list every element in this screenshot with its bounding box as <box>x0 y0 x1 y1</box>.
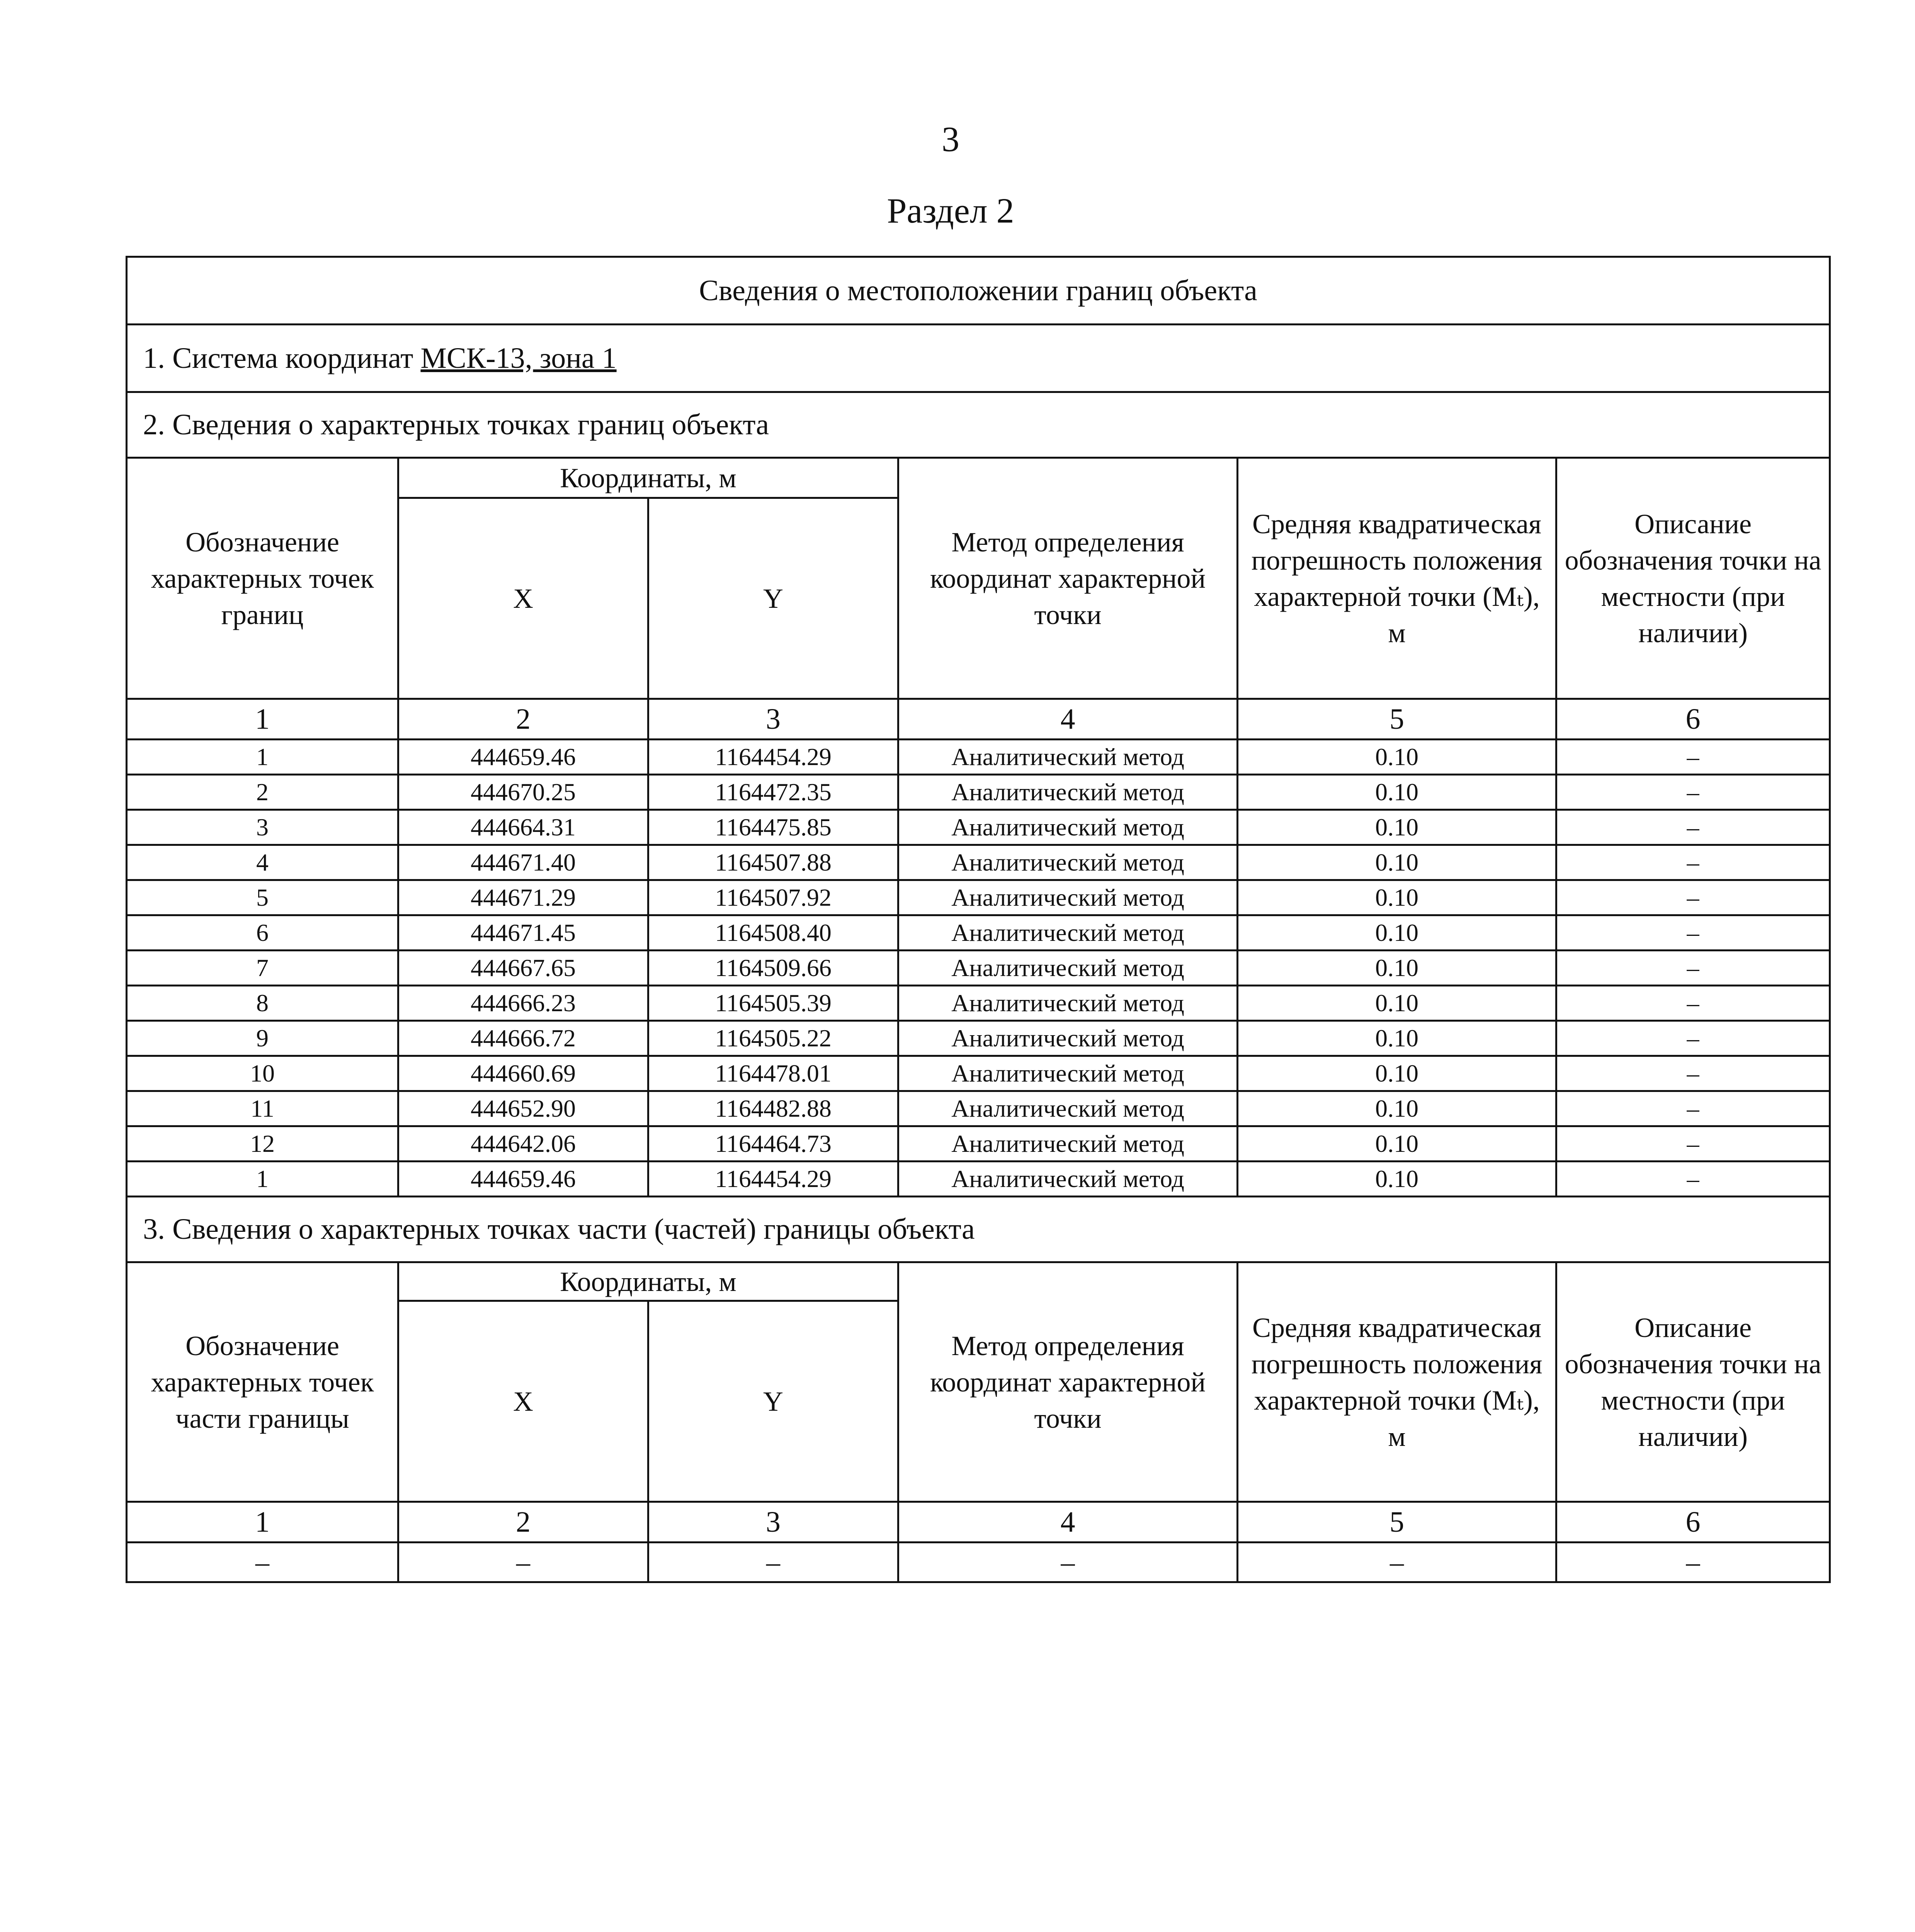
cell-method: Аналитический метод <box>898 810 1238 845</box>
cell-method: Аналитический метод <box>898 880 1238 915</box>
cell-method: Аналитический метод <box>898 951 1238 986</box>
cell-y: 1164507.92 <box>648 880 898 915</box>
col-number: 2 <box>398 1502 648 1543</box>
cell-method: Аналитический метод <box>898 915 1238 951</box>
section-title: Раздел 2 <box>887 191 1014 230</box>
boundary-info-table <box>126 256 1831 1583</box>
cell-error: 0.10 <box>1238 1126 1556 1162</box>
cell-x: 444660.69 <box>398 1056 648 1091</box>
cell-x: 444652.90 <box>398 1091 648 1126</box>
header3-error: Средняя квадратическая погрешность положения характерной точки (Mₜ), м <box>1238 1262 1556 1502</box>
cell-point: 11 <box>127 1091 398 1126</box>
cell-error: 0.10 <box>1238 951 1556 986</box>
header-point: Обозначение характерных точек границ <box>127 458 398 699</box>
header3-method: Метод определения координат характерной точки <box>898 1262 1238 1502</box>
cell-x: 444671.29 <box>398 880 648 915</box>
cell-error: 0.10 <box>1238 986 1556 1021</box>
cell-y: 1164505.39 <box>648 986 898 1021</box>
col-number: 4 <box>898 1502 1238 1543</box>
cell-desc: – <box>1556 1091 1830 1126</box>
cell-x: – <box>398 1543 648 1582</box>
cell-method: Аналитический метод <box>898 775 1238 810</box>
cell-method: Аналитический метод <box>898 1126 1238 1162</box>
cell-x: 444642.06 <box>398 1126 648 1162</box>
cell-y: 1164482.88 <box>648 1091 898 1126</box>
col-number: 6 <box>1556 1502 1830 1543</box>
header3-coords: Координаты, м <box>398 1262 898 1301</box>
cell-y: 1164505.22 <box>648 1021 898 1056</box>
header3-point: Обозначение характерных точек части границы <box>127 1262 398 1502</box>
col-number: 6 <box>1556 699 1830 740</box>
table-row <box>127 740 1830 775</box>
cell-error: 0.10 <box>1238 915 1556 951</box>
section2-title: 2. Сведения о характерных точках границ объекта <box>127 392 1830 458</box>
cell-y: 1164478.01 <box>648 1056 898 1091</box>
cell-y: 1164472.35 <box>648 775 898 810</box>
coordinate-system-label: 1. Система координат <box>143 342 413 374</box>
table-row <box>127 1126 1830 1162</box>
cell-point: 2 <box>127 775 398 810</box>
cell-point: 1 <box>127 1162 398 1197</box>
cell-y: 1164475.85 <box>648 810 898 845</box>
col-number: 3 <box>648 699 898 740</box>
cell-point: – <box>127 1543 398 1582</box>
cell-x: 444659.46 <box>398 1162 648 1197</box>
cell-method: Аналитический метод <box>898 740 1238 775</box>
coordinate-system-value: МСК-13, зона 1 <box>420 342 617 374</box>
cell-method: Аналитический метод <box>898 1021 1238 1056</box>
header-error: Средняя квадратическая погрешность положения характерной точки (Mₜ), м <box>1238 458 1556 699</box>
cell-error: 0.10 <box>1238 1091 1556 1126</box>
cell-y: 1164507.88 <box>648 845 898 880</box>
cell-error: – <box>1238 1543 1556 1582</box>
cell-error: 0.10 <box>1238 1162 1556 1197</box>
cell-desc: – <box>1556 1126 1830 1162</box>
table-title: Сведения о местоположении границ объекта <box>127 257 1830 325</box>
cell-point: 3 <box>127 810 398 845</box>
cell-y: 1164464.73 <box>648 1126 898 1162</box>
section3-title: 3. Сведения о характерных точках части (частей) границы объекта <box>127 1197 1830 1262</box>
cell-desc: – <box>1556 1162 1830 1197</box>
cell-desc: – <box>1556 810 1830 845</box>
cell-desc: – <box>1556 915 1830 951</box>
cell-method: Аналитический метод <box>898 1091 1238 1126</box>
table-row <box>127 951 1830 986</box>
table-row <box>127 1162 1830 1197</box>
table-row <box>127 1021 1830 1056</box>
header-y: Y <box>648 498 898 699</box>
table-row <box>127 775 1830 810</box>
cell-desc: – <box>1556 1021 1830 1056</box>
cell-method: Аналитический метод <box>898 1056 1238 1091</box>
cell-method: Аналитический метод <box>898 1162 1238 1197</box>
cell-desc: – <box>1556 986 1830 1021</box>
col-number: 2 <box>398 699 648 740</box>
col-number: 1 <box>127 699 398 740</box>
cell-point: 7 <box>127 951 398 986</box>
table-row <box>127 1091 1830 1126</box>
table-row <box>127 880 1830 915</box>
table-row <box>127 986 1830 1021</box>
cell-desc: – <box>1556 845 1830 880</box>
cell-x: 444666.23 <box>398 986 648 1021</box>
cell-point: 10 <box>127 1056 398 1091</box>
header-method: Метод определения координат характерной точки <box>898 458 1238 699</box>
cell-x: 444671.40 <box>398 845 648 880</box>
table-row <box>127 1056 1830 1091</box>
cell-error: 0.10 <box>1238 740 1556 775</box>
header-desc: Описание обозначения точки на местности (при наличии) <box>1556 458 1830 699</box>
cell-error: 0.10 <box>1238 1021 1556 1056</box>
cell-method: Аналитический метод <box>898 845 1238 880</box>
cell-desc: – <box>1556 1056 1830 1091</box>
cell-x: 444670.25 <box>398 775 648 810</box>
col-number: 4 <box>898 699 1238 740</box>
cell-desc: – <box>1556 740 1830 775</box>
header-coords: Координаты, м <box>398 458 898 498</box>
cell-point: 4 <box>127 845 398 880</box>
cell-desc: – <box>1556 1543 1830 1582</box>
cell-point: 8 <box>127 986 398 1021</box>
cell-error: 0.10 <box>1238 1056 1556 1091</box>
cell-point: 5 <box>127 880 398 915</box>
table-row <box>127 810 1830 845</box>
cell-y: 1164454.29 <box>648 740 898 775</box>
cell-x: 444659.46 <box>398 740 648 775</box>
column-number-row-3 <box>127 1502 1830 1543</box>
cell-y: 1164508.40 <box>648 915 898 951</box>
cell-x: 444664.31 <box>398 810 648 845</box>
cell-error: 0.10 <box>1238 775 1556 810</box>
cell-y: – <box>648 1543 898 1582</box>
page-number: 3 <box>942 119 959 159</box>
cell-point: 12 <box>127 1126 398 1162</box>
cell-error: 0.10 <box>1238 880 1556 915</box>
header3-x: X <box>398 1301 648 1502</box>
cell-x: 444671.45 <box>398 915 648 951</box>
cell-point: 6 <box>127 915 398 951</box>
col-number: 3 <box>648 1502 898 1543</box>
cell-y: 1164454.29 <box>648 1162 898 1197</box>
cell-desc: – <box>1556 951 1830 986</box>
col-number: 5 <box>1238 1502 1556 1543</box>
cell-x: 444667.65 <box>398 951 648 986</box>
table-row <box>127 915 1830 951</box>
cell-x: 444666.72 <box>398 1021 648 1056</box>
col-number: 1 <box>127 1502 398 1543</box>
cell-error: 0.10 <box>1238 845 1556 880</box>
table-row <box>127 1543 1830 1582</box>
cell-method: Аналитический метод <box>898 986 1238 1021</box>
table-row <box>127 845 1830 880</box>
header3-desc: Описание обозначения точки на местности (при наличии) <box>1556 1262 1830 1502</box>
cell-error: 0.10 <box>1238 810 1556 845</box>
cell-desc: – <box>1556 775 1830 810</box>
cell-desc: – <box>1556 880 1830 915</box>
cell-point: 9 <box>127 1021 398 1056</box>
cell-point: 1 <box>127 740 398 775</box>
col-number: 5 <box>1238 699 1556 740</box>
header3-y: Y <box>648 1301 898 1502</box>
cell-method: – <box>898 1543 1238 1582</box>
coordinate-system-row <box>127 325 1830 392</box>
header-x: X <box>398 498 648 699</box>
column-number-row <box>127 699 1830 740</box>
cell-y: 1164509.66 <box>648 951 898 986</box>
